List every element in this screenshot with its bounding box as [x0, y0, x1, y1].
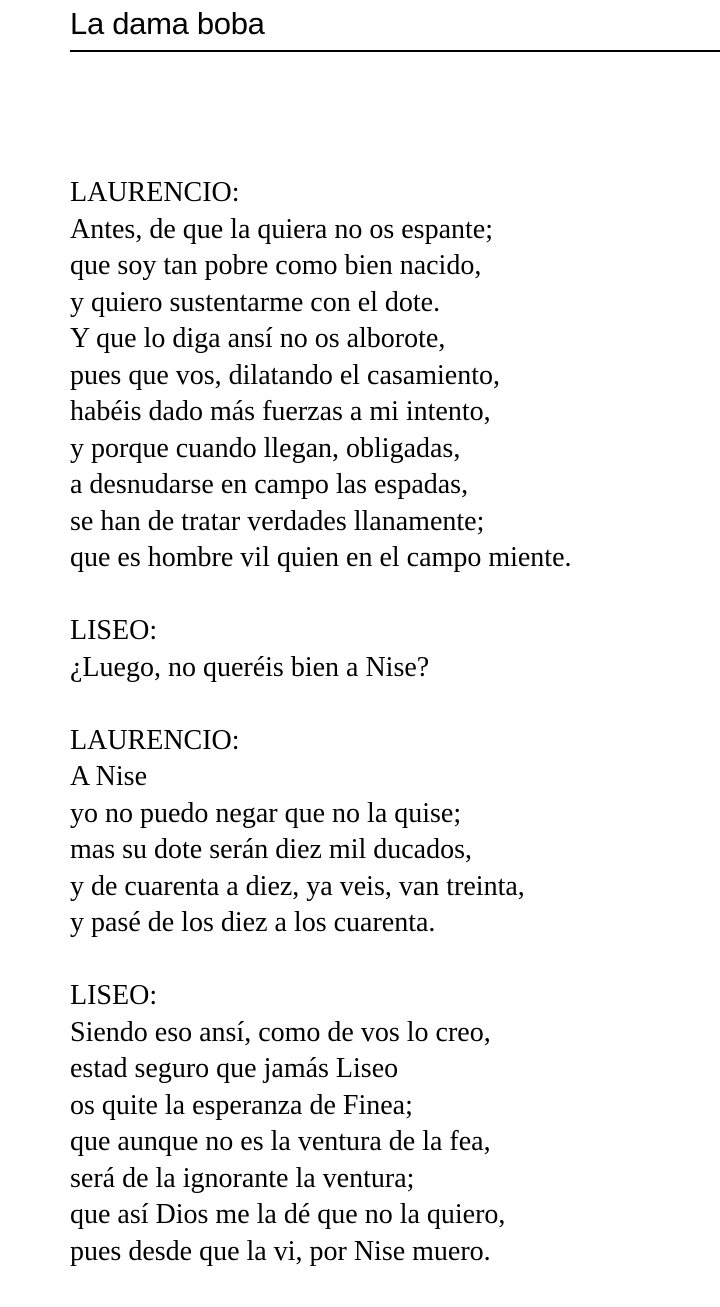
- verse-line: os quite la esperanza de Finea;: [70, 1089, 413, 1121]
- verse-line: Y que lo diga ansí no os alborote,: [70, 323, 446, 354]
- verse-line: Siendo eso ansí, como de vos lo creo,: [70, 1016, 491, 1048]
- verse-line: y de cuarenta a diez, ya veis, van treinta,: [70, 870, 525, 902]
- verse-line: pues desde que la vi, por Nise muero.: [70, 1235, 491, 1267]
- speaker-name: LISEO:: [70, 615, 158, 646]
- verse-line: será de la ignorante la ventura;: [70, 1162, 415, 1194]
- dialogue-block: [70, 723, 715, 942]
- verse-line: que soy tan pobre como bien nacido,: [70, 250, 482, 281]
- verse-line: a desnudarse en campo las espadas,: [70, 469, 469, 500]
- verse-line: pues que vos, dilatando el casamiento,: [70, 359, 500, 391]
- verse-line: y pasé de los diez a los cuarenta.: [70, 907, 436, 938]
- speaker-name: LAURENCIO:: [70, 724, 240, 756]
- verse-line: que aunque no es la ventura de la fea,: [70, 1126, 491, 1157]
- play-text: [70, 175, 715, 1307]
- dialogue-block: [70, 613, 715, 686]
- dialogue-block: [70, 175, 715, 577]
- verse-line: y porque cuando llegan, obligadas,: [70, 432, 461, 464]
- speaker-name: LISEO:: [70, 980, 158, 1011]
- verse-line: se han de tratar verdades llanamente;: [70, 505, 485, 537]
- speaker-name: LAURENCIO:: [70, 177, 240, 208]
- book-title: La dama boba: [70, 6, 265, 41]
- dialogue-block: [70, 978, 715, 1270]
- verse-line: estad seguro que jamás Liseo: [70, 1053, 399, 1084]
- verse-line: mas su dote serán diez mil ducados,: [70, 834, 473, 865]
- verse-line: yo no puedo negar que no la quise;: [70, 797, 462, 829]
- verse-line: que así Dios me la dé que no la quiero,: [70, 1199, 506, 1230]
- verse-line: habéis dado más fuerzas a mi intento,: [70, 396, 491, 427]
- verse-line: que es hombre vil quien en el campo miente.: [70, 542, 572, 573]
- verse-line: y quiero sustentarme con el dote.: [70, 286, 441, 318]
- verse-line: Antes, de que la quiera no os espante;: [70, 213, 493, 245]
- page-header: [70, 4, 720, 52]
- verse-line: A Nise: [70, 761, 147, 792]
- verse-line: ¿Luego, no queréis bien a Nise?: [70, 651, 430, 683]
